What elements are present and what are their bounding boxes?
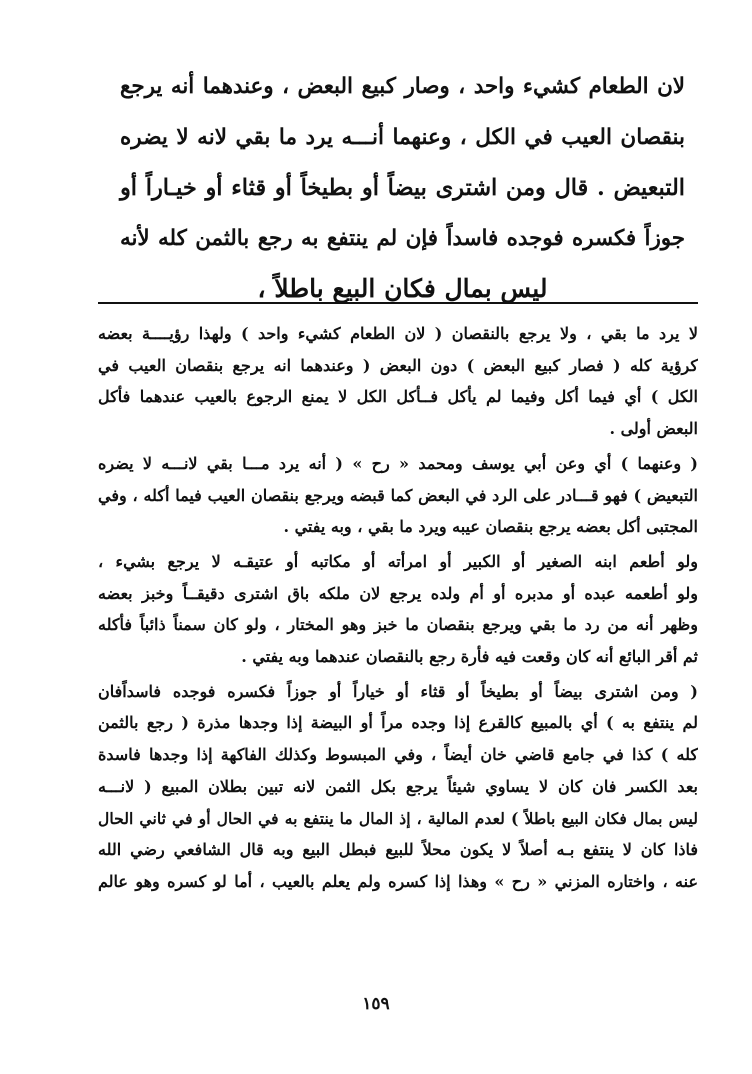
commentary-line: ولو أطعم ابنه الصغير أو الكبير أو امرأته أو مكاتبه أو عتيقـه لا يرجع بشيء ،: [98, 551, 698, 571]
section-divider: [98, 302, 698, 304]
commentary-line: فاذا كان لا ينتفع بـه أصلاً لا يكون محلاً للبيع فبطل البيع وبه قال الشافعي رضي الله: [98, 840, 698, 860]
commentary-line: ليس بمال فكان البيع باطلاً ) لعدم المالية ، إذ المال ما ينتفع به في الحال أو في ثاني الحال: [98, 808, 698, 828]
main-text-line: بنقصان العيب في الكل ، وعنهما أنـــه يرد ما بقي لانه لا يضره: [120, 124, 685, 150]
commentary-line: ولو أطعمه عبده أو مدبره أو أم ولده يرجع لان ملكه باق اشترى دقيقــاً وخبز بعضه: [98, 583, 698, 603]
commentary-line: وظهر أنه من رد ما بقي ويرجع بنقصان ما خبز وهو المختار ، ولو كان سمناً ذائباً فأكله: [98, 615, 698, 635]
commentary-line: كله ) كذا في جامع قاضي خان أيضاً ، وفي المبسوط وكذلك الفاكهة إذا وجدها فاسدة: [98, 745, 698, 765]
commentary-line: عنه ، واختاره المزني « رح » وهذا إذا كسره ولم يعلم بالعيب ، أما لو كسره وهو عالم: [98, 871, 698, 891]
main-text-line: التبعيض . قال ومن اشترى بيضاً أو بطيخاً أو قثاء أو خيـاراً أو: [120, 175, 685, 201]
commentary-line: البعض أولى .: [609, 419, 698, 439]
commentary-line: لم ينتفع به ) أي بالمبيع كالقرع إذا وجده مراً أو البيضة إذا وجدها مذرة ( رجع بالثمن: [98, 713, 698, 733]
main-text-line: جوزاً فكسره فوجده فاسداً فإن لم ينتفع به رجع بالثمن كله لأنه: [120, 225, 685, 251]
commentary-line: ثم أقر البائع أنه كان وقعت فيه فأرة رجع بالنقصان عندهما وبه يفتي .: [241, 647, 698, 667]
page-number: ١٥٩: [362, 994, 390, 1014]
main-text-block: [120, 62, 685, 315]
commentary-line: لا يرد ما بقي ، ولا يرجع بالنقصان ( لان الطعام كشيء واحد ) ولهذا رؤيــــة بعضه: [98, 324, 698, 343]
commentary-line: ( ومن اشترى بيضاً أو بطيخاً أو قثاء أو خياراً أو جوزاً فكسره فوجده فاسداًفان: [98, 681, 698, 701]
commentary-line: المجتبى أكل بعضه يرجع بنقصان عيبه ويرد ما بقي ، وبه يفتي .: [283, 517, 698, 537]
commentary-block: [98, 318, 698, 898]
commentary-line: كرؤية كله ( فصار كبيع البعض ) دون البعض ( وعندهما انه يرجع بنقصان العيب في: [98, 355, 698, 375]
main-text-line: لان الطعام كشيء واحد ، وصار كبيع البعض ، وعندهما أنه يرجع: [120, 74, 685, 99]
main-text-line: ليس بمال فكان البيع باطلاً ،: [257, 274, 548, 303]
commentary-line: ( وعنهما ) أي وعن أبي يوسف ومحمد « رح » ( أنه يرد مـــا بقي لانـــه لا يضره: [98, 453, 698, 473]
commentary-line: الكل ) أي فيما أكل وفيما لم يأكل فــأكل الكل لا يمنع الرجوع بالعيب عندهما فأكل: [98, 387, 698, 407]
commentary-line: بعد الكسر فان كان لا يساوي شيئاً يرجع بكل الثمن لانه تبين بطلان المبيع ( لانـــه: [98, 776, 698, 796]
commentary-line: التبعيض ) فهو قـــادر على الرد في البعض كما قبضه ويرجع بنقصان العيب فيما أكله ، وفي: [98, 485, 698, 505]
